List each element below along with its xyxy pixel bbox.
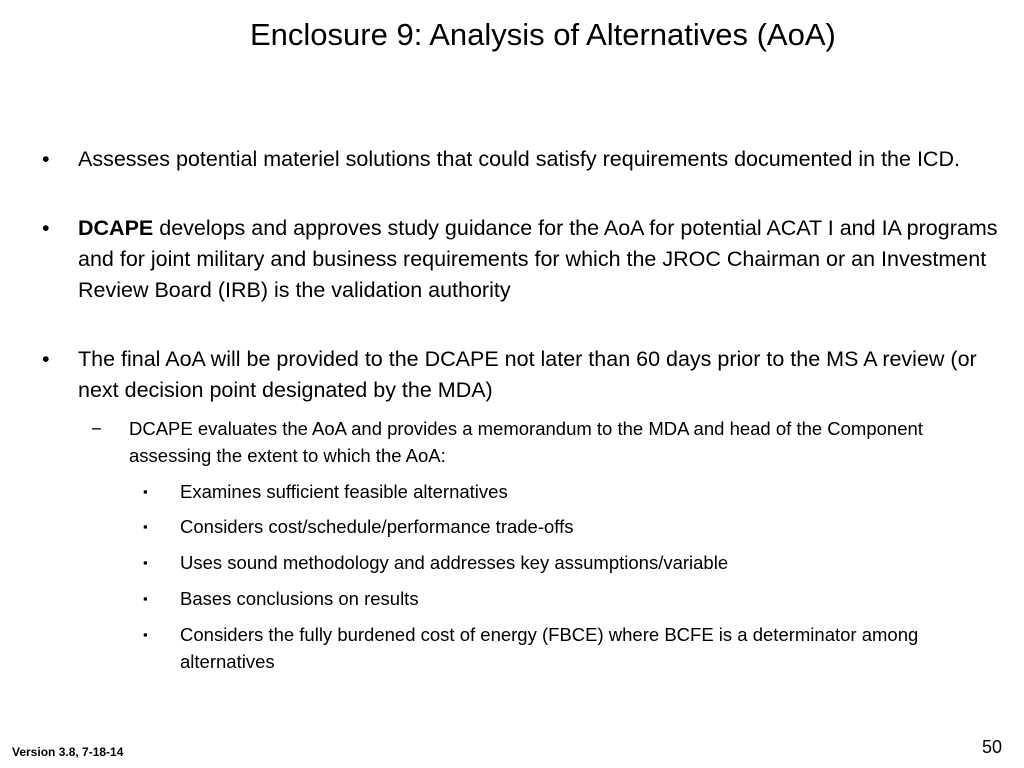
list-item-text: Considers cost/schedule/performance trade-offs: [180, 516, 574, 537]
bullet-final-aoa: [42, 344, 998, 406]
slide-title: Enclosure 9: Analysis of Alternatives (AoA): [250, 17, 836, 52]
bullet-assesses-solutions: [42, 144, 998, 175]
bullet-text: The final AoA will be provided to the DCAPE not later than 60 days prior to the MS A review (or next decision point designated by the MDA): [78, 347, 977, 402]
page-number: 50: [981, 737, 1002, 757]
square-bullet-icon: ▪: [143, 484, 148, 499]
version-label: Version 3.8, 7-18-14: [12, 745, 124, 759]
sub-bullet-text: DCAPE evaluates the AoA and provides a memorandum to the MDA and head of the Component assessing the extent to which the AoA:: [129, 418, 923, 466]
square-bullet-icon: ▪: [143, 519, 148, 534]
list-item: [143, 585, 940, 612]
list-item: [143, 549, 940, 576]
bullet-marker: •: [42, 216, 50, 240]
list-item-text: Examines sufficient feasible alternatives: [180, 481, 508, 502]
square-bullet-icon: ▪: [143, 627, 148, 642]
sub-bullet-dcape-evaluates: [91, 415, 979, 469]
square-bullet-icon: ▪: [143, 591, 148, 606]
list-item-text: Bases conclusions on results: [180, 588, 419, 609]
bullet-marker: •: [42, 147, 50, 171]
square-bullet-icon: ▪: [143, 555, 148, 570]
dash-marker: −: [91, 418, 102, 439]
bullet-text: develops and approves study guidance for the AoA for potential ACAT I and IA programs and for joint military and business requirements for which the JROC Chairman or an Investment Review Board (IRB) is the validation authority: [78, 216, 998, 302]
list-item-text: Uses sound methodology and addresses key assumptions/variable: [180, 552, 729, 573]
list-item-text: Considers the fully burdened cost of energy (FBCE) where BCFE is a determinator among alternatives: [180, 624, 919, 672]
bullet-text: Assesses potential materiel solutions that could satisfy requirements documented in the ICD.: [78, 147, 960, 171]
list-item: [143, 513, 940, 540]
bullet-bold-term: DCAPE: [78, 216, 154, 240]
list-item: [143, 621, 940, 675]
list-item: [143, 478, 940, 505]
bullet-marker: •: [42, 347, 50, 371]
bullet-dcape-guidance: [42, 213, 998, 306]
